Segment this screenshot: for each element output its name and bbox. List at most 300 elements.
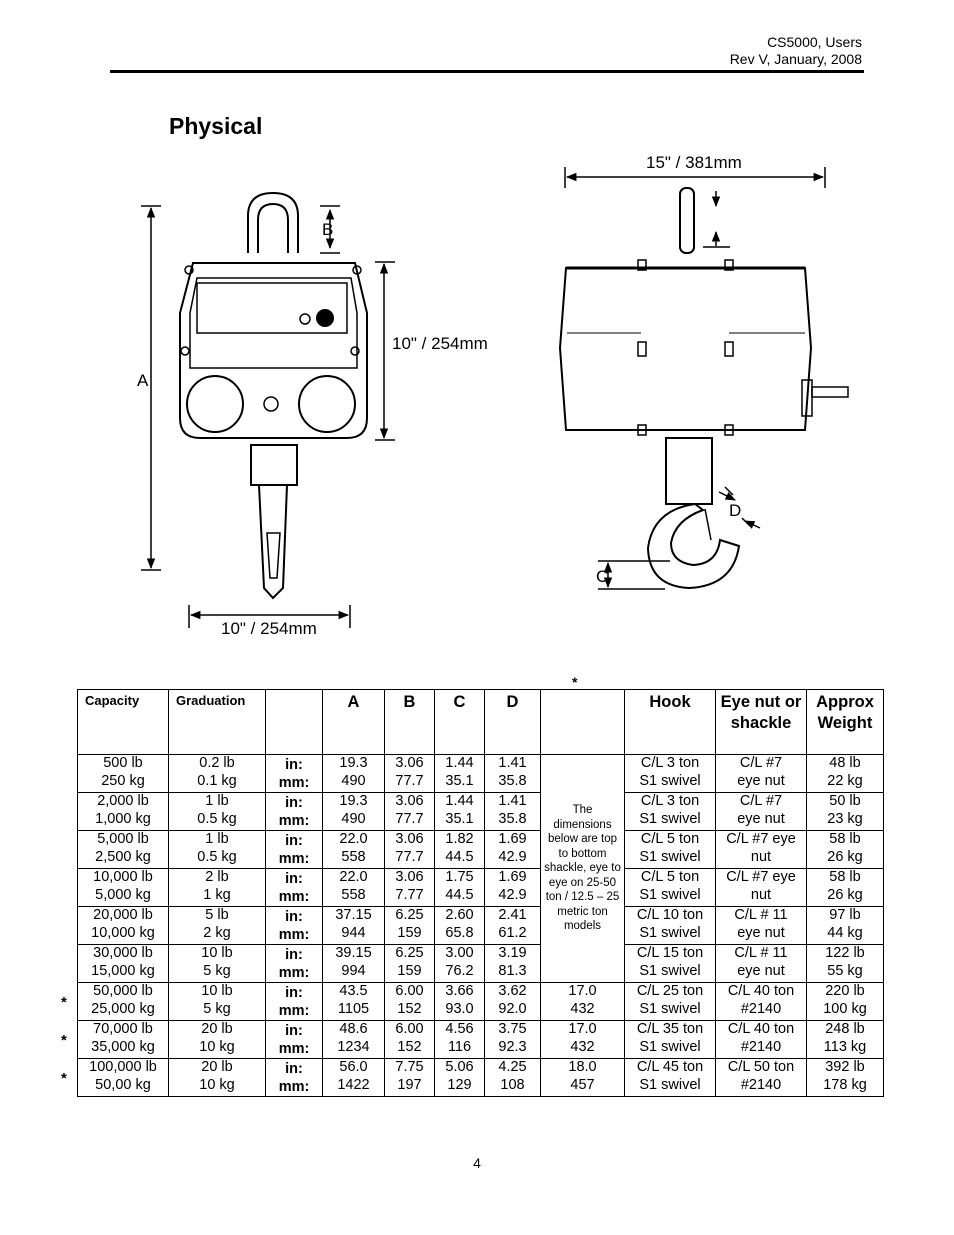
cell-cap [78,983,169,1021]
cell-a [323,755,385,793]
cell-line-1: in: [285,985,303,1001]
cell-line-2: 457 [570,1076,595,1093]
cell-line-2: 77.7 [395,772,424,789]
cell-line-2: mm: [278,964,310,981]
cell-d [485,831,541,869]
cell-h [625,831,716,869]
cell-line-2: 10 kg [199,1076,235,1093]
cell-line-1: 50,000 lb [93,983,153,999]
cell-line-2: 25,000 kg [91,1000,155,1017]
cell-e [541,983,625,1021]
cell-c [435,1059,485,1097]
row-star-marker: * [61,1070,67,1087]
cell-line-2: 100 kg [823,1000,867,1017]
cell-line-2: 944 [341,924,366,941]
cell-line-1: 1.69 [498,831,527,847]
cell-line-2: 23 kg [827,810,863,827]
cell-line-2: 92.3 [498,1038,527,1055]
col-c: C [435,690,485,755]
table-row [78,755,884,793]
cell-h [625,907,716,945]
cell-line-2: mm: [278,850,310,867]
cell-b [385,907,435,945]
cell-line-1: 6.00 [395,1021,424,1037]
cell-a [323,869,385,907]
cell-line-1: 50 lb [829,793,861,809]
col-eye-nut: Eye nut or shackle [716,690,807,755]
cell-line-1: 220 lb [825,983,865,999]
cell-n [716,869,807,907]
cell-line-1: 2.60 [445,907,474,923]
cell-line-1: in: [285,947,303,963]
cell-line-2: 152 [397,1000,422,1017]
cell-w [807,793,884,831]
cell-line-1: 22.0 [339,831,368,847]
cell-b [385,945,435,983]
cell-c [435,1021,485,1059]
cell-line-2: 10 kg [199,1038,235,1055]
label-dim-c: C [596,567,609,586]
cell-line-2: #2140 [740,1076,782,1093]
cell-line-1: in: [285,795,303,811]
cell-line-1: C/L # 11 [734,907,788,923]
cell-line-2: mm: [278,812,310,829]
page-header [730,34,862,68]
cell-line-1: 7.75 [395,1059,424,1075]
cell-c [435,831,485,869]
cell-b [385,755,435,793]
header-rule [110,70,864,73]
cell-line-2: 50,00 kg [95,1076,151,1093]
cell-c [435,755,485,793]
header-doc-title: CS5000, Users [767,34,862,50]
cell-line-2: mm: [278,774,310,791]
col-a: A [323,690,385,755]
table-row [78,983,884,1021]
cell-cap [78,945,169,983]
cell-line-1: in: [285,1061,303,1077]
cell-line-2: 1,000 kg [95,810,151,827]
cell-line-1: 500 lb [103,755,143,771]
cell-line-2: 116 [447,1038,472,1055]
cell-line-2: 61.2 [498,924,527,941]
cell-line-1: 5 lb [205,907,229,923]
cell-h [625,755,716,793]
cell-cap [78,831,169,869]
cell-line-1: 10 lb [201,945,233,961]
cell-line-2: 558 [341,886,366,903]
cell-line-1: 4.56 [445,1021,474,1037]
cell-b [385,983,435,1021]
cell-h [625,793,716,831]
cell-line-2: 490 [341,810,366,827]
cell-line-1: 39.15 [335,945,372,961]
cell-line-1: 48.6 [339,1021,368,1037]
cell-line-2: S1 swivel [639,772,701,789]
cell-line-1: 3.06 [395,793,424,809]
cell-line-2: 5 kg [203,962,231,979]
col-units [266,690,323,755]
cell-w [807,1059,884,1097]
cell-line-1: C/L 25 ton [636,983,704,999]
cell-a [323,793,385,831]
cell-line-2: 558 [341,848,366,865]
cell-line-1: 1.69 [498,869,527,885]
table-row [78,831,884,869]
cell-line-2: 35.1 [445,810,474,827]
cell-d [485,1059,541,1097]
cell-line-1: 70,000 lb [93,1021,153,1037]
cell-line-1: 3.00 [445,945,474,961]
cell-d [485,907,541,945]
cell-line-2: 5 kg [203,1000,231,1017]
cell-line-2: S1 swivel [639,1076,701,1093]
header-revision: Rev V, January, 2008 [729,51,862,67]
cell-h [625,945,716,983]
cell-line-2: 7.77 [395,886,424,903]
cell-line-2: nut [750,886,772,903]
cell-line-1: 20,000 lb [93,907,153,923]
table-row [78,793,884,831]
col-eye-to-eye [541,690,625,755]
cell-line-1: 58 lb [829,831,861,847]
cell-line-2: 1 kg [203,886,231,903]
section-title: Physical [169,113,263,139]
cell-line-2: 2,500 kg [95,848,151,865]
cell-line-2: 5,000 kg [95,886,151,903]
cell-line-2: 77.7 [395,810,424,827]
table-row [78,1059,884,1097]
cell-line-1: 122 lb [825,945,865,961]
cell-line-2: mm: [278,1078,310,1095]
cell-unit [266,983,323,1021]
page-number: 4 [473,1155,481,1171]
cell-line-2: S1 swivel [639,1038,701,1055]
cell-line-2: #2140 [740,1038,782,1055]
cell-a [323,831,385,869]
cell-line-1: 48 lb [829,755,861,771]
cell-line-1: 3.19 [498,945,527,961]
cell-line-1: 5,000 lb [97,831,149,847]
cell-unit [266,793,323,831]
cell-line-1: 1.82 [445,831,474,847]
cell-a [323,1021,385,1059]
cell-line-2: 159 [397,924,422,941]
cell-line-2: 152 [397,1038,422,1055]
cell-line-1: 1.75 [445,869,474,885]
cell-cap [78,907,169,945]
cell-line-2: 65.8 [445,924,474,941]
cell-n [716,945,807,983]
cell-b [385,869,435,907]
cell-line-1: C/L 40 ton [727,983,795,999]
cell-line-1: C/L #7 eye [726,831,796,847]
cell-line-2: 35.8 [498,772,527,789]
cell-unit [266,831,323,869]
cell-w [807,755,884,793]
cell-unit [266,907,323,945]
cell-line-1: 248 lb [825,1021,865,1037]
cell-b [385,1059,435,1097]
cell-line-2: 432 [570,1000,595,1017]
cell-line-1: 6.25 [395,907,424,923]
cell-line-1: 6.25 [395,945,424,961]
cell-line-2: 178 kg [823,1076,867,1093]
cell-gr [169,831,266,869]
cell-c [435,907,485,945]
cell-line-2: 44.5 [445,848,474,865]
cell-a [323,907,385,945]
cell-line-1: 30,000 lb [93,945,153,961]
cell-line-2: S1 swivel [639,886,701,903]
cell-line-2: S1 swivel [639,1000,701,1017]
cell-line-1: 3.66 [445,983,474,999]
label-dim-d: D [729,501,742,520]
cell-h [625,1059,716,1097]
cell-line-2: 432 [570,1038,595,1055]
row-star-marker: * [61,994,67,1011]
cell-line-1: 1.44 [445,755,474,771]
table-row [78,1021,884,1059]
cell-line-2: 35.8 [498,810,527,827]
cell-c [435,793,485,831]
table-row [78,907,884,945]
specification-table [77,689,884,1097]
cell-n [716,1021,807,1059]
cell-line-2: 92.0 [498,1000,527,1017]
cell-line-1: 392 lb [825,1059,865,1075]
cell-line-2: 2 kg [203,924,231,941]
cell-n [716,1059,807,1097]
cell-line-1: 3.62 [498,983,527,999]
cell-unit [266,945,323,983]
label-dim-b: B [322,220,334,239]
cell-line-2: eye nut [737,810,785,827]
cell-line-2: mm: [278,888,310,905]
cell-line-1: 10,000 lb [93,869,153,885]
cell-line-1: 37.15 [335,907,372,923]
cell-w [807,945,884,983]
cell-n [716,793,807,831]
cell-line-1: C/L 35 ton [636,1021,704,1037]
cell-line-2: 42.9 [498,886,527,903]
cell-d [485,1021,541,1059]
cell-line-1: 3.75 [498,1021,527,1037]
cell-line-2: #2140 [740,1000,782,1017]
cell-c [435,945,485,983]
cell-line-1: 2.41 [498,907,527,923]
cell-line-2: 44 kg [827,924,863,941]
cell-line-1: 97 lb [829,907,861,923]
cell-gr [169,907,266,945]
cell-line-1: in: [285,1023,303,1039]
cell-line-1: C/L 3 ton [640,755,700,771]
cell-line-2: 490 [341,772,366,789]
cell-line-1: C/L 15 ton [636,945,704,961]
table-header-row [78,690,884,755]
cell-e [541,1021,625,1059]
cell-line-2: 22 kg [827,772,863,789]
cell-line-1: 1 lb [205,831,229,847]
cell-line-2: 250 kg [101,772,145,789]
cell-line-2: 0.5 kg [197,848,237,865]
cell-line-1: in: [285,909,303,925]
cell-line-2: mm: [278,1002,310,1019]
cell-gr [169,755,266,793]
cell-line-2: 159 [397,962,422,979]
cell-d [485,945,541,983]
cell-line-1: C/L 45 ton [636,1059,704,1075]
label-side-width: 15" / 381mm [646,153,742,172]
cell-line-2: 1234 [337,1038,370,1055]
cell-line-1: 3.06 [395,869,424,885]
cell-line-2: eye nut [737,924,785,941]
cell-w [807,1021,884,1059]
cell-line-2: 0.5 kg [197,810,237,827]
cell-cap [78,793,169,831]
cell-line-2: 994 [341,962,366,979]
cell-line-2: 77.7 [395,848,424,865]
cell-line-1: 6.00 [395,983,424,999]
cell-line-2: mm: [278,926,310,943]
cell-line-1: C/L #7 eye [726,869,796,885]
cell-line-2: 93.0 [445,1000,474,1017]
cell-line-2: eye nut [737,772,785,789]
cell-h [625,983,716,1021]
cell-line-1: 1.44 [445,793,474,809]
cell-line-1: C/L #7 [739,755,783,771]
cell-gr [169,1021,266,1059]
cell-n [716,831,807,869]
cell-line-1: 1.41 [498,755,527,771]
cell-d [485,755,541,793]
cell-line-1: C/L #7 [739,793,783,809]
cell-line-2: S1 swivel [639,848,701,865]
row-star-marker: * [61,1032,67,1049]
cell-line-2: 55 kg [827,962,863,979]
cell-line-2: S1 swivel [639,962,701,979]
cell-line-1: C/L 40 ton [727,1021,795,1037]
cell-line-1: 4.25 [498,1059,527,1075]
cell-c [435,983,485,1021]
cell-line-1: C/L 10 ton [636,907,704,923]
table-row [78,869,884,907]
cell-n [716,983,807,1021]
cell-line-1: in: [285,833,303,849]
cell-w [807,831,884,869]
cell-line-1: 58 lb [829,869,861,885]
cell-w [807,907,884,945]
table-star-marker: * [572,674,578,690]
cell-line-1: C/L 5 ton [640,869,700,885]
cell-line-2: 26 kg [827,886,863,903]
cell-n [716,907,807,945]
cell-line-1: 1 lb [205,793,229,809]
cell-line-1: 10 lb [201,983,233,999]
cell-line-2: 1105 [337,1000,370,1017]
cell-unit [266,755,323,793]
cell-line-2: S1 swivel [639,924,701,941]
cell-d [485,983,541,1021]
cell-gr [169,869,266,907]
dimension-note: The dimensions below are top to bottom shackle, eye to eye on 25-50 ton / 12.5 – 25 metric ton models [541,755,625,983]
cell-line-2: 197 [397,1076,422,1093]
table-row [78,945,884,983]
cell-line-1: 1.41 [498,793,527,809]
cell-line-2: eye nut [737,962,785,979]
cell-b [385,1021,435,1059]
cell-a [323,983,385,1021]
cell-line-2: 35.1 [445,772,474,789]
cell-line-1: 20 lb [201,1021,233,1037]
cell-line-1: in: [285,871,303,887]
cell-e [541,1059,625,1097]
cell-gr [169,1059,266,1097]
cell-line-2: 0.1 kg [197,772,237,789]
cell-line-2: nut [750,848,772,865]
col-b: B [385,690,435,755]
cell-line-1: 18.0 [568,1059,597,1075]
cell-line-2: 44.5 [445,886,474,903]
cell-a [323,945,385,983]
cell-line-2: 129 [447,1076,472,1093]
cell-line-1: 20 lb [201,1059,233,1075]
cell-line-1: 2,000 lb [97,793,149,809]
label-front-width: 10" / 254mm [221,619,317,638]
scale-drawings [105,138,865,658]
cell-unit [266,1021,323,1059]
cell-line-1: 17.0 [568,983,597,999]
cell-line-1: 43.5 [339,983,368,999]
cell-h [625,1021,716,1059]
label-front-height: 10" / 254mm [392,334,488,353]
col-d: D [485,690,541,755]
cell-line-2: 113 kg [823,1038,867,1055]
cell-line-1: 3.06 [395,831,424,847]
cell-line-1: 3.06 [395,755,424,771]
cell-h [625,869,716,907]
cell-gr [169,983,266,1021]
cell-line-1: 17.0 [568,1021,597,1037]
col-graduation: Graduation [169,690,266,755]
cell-line-1: 19.3 [339,793,368,809]
cell-n [716,755,807,793]
cell-line-2: 76.2 [445,962,474,979]
cell-line-2: mm: [278,1040,310,1057]
cell-line-2: 1422 [337,1076,370,1093]
cell-gr [169,945,266,983]
cell-b [385,831,435,869]
col-hook: Hook [625,690,716,755]
cell-line-1: C/L 5 ton [640,831,700,847]
cell-line-2: 15,000 kg [91,962,155,979]
cell-line-1: 22.0 [339,869,368,885]
cell-line-1: C/L 50 ton [727,1059,795,1075]
cell-unit [266,1059,323,1097]
cell-gr [169,793,266,831]
cell-w [807,869,884,907]
cell-unit [266,869,323,907]
cell-line-2: 42.9 [498,848,527,865]
side-view-drawing [560,188,848,588]
cell-c [435,869,485,907]
cell-line-1: 2 lb [205,869,229,885]
cell-line-2: 108 [500,1076,525,1093]
cell-line-1: 56.0 [339,1059,368,1075]
cell-cap [78,1021,169,1059]
cell-cap [78,869,169,907]
cell-line-1: C/L 3 ton [640,793,700,809]
